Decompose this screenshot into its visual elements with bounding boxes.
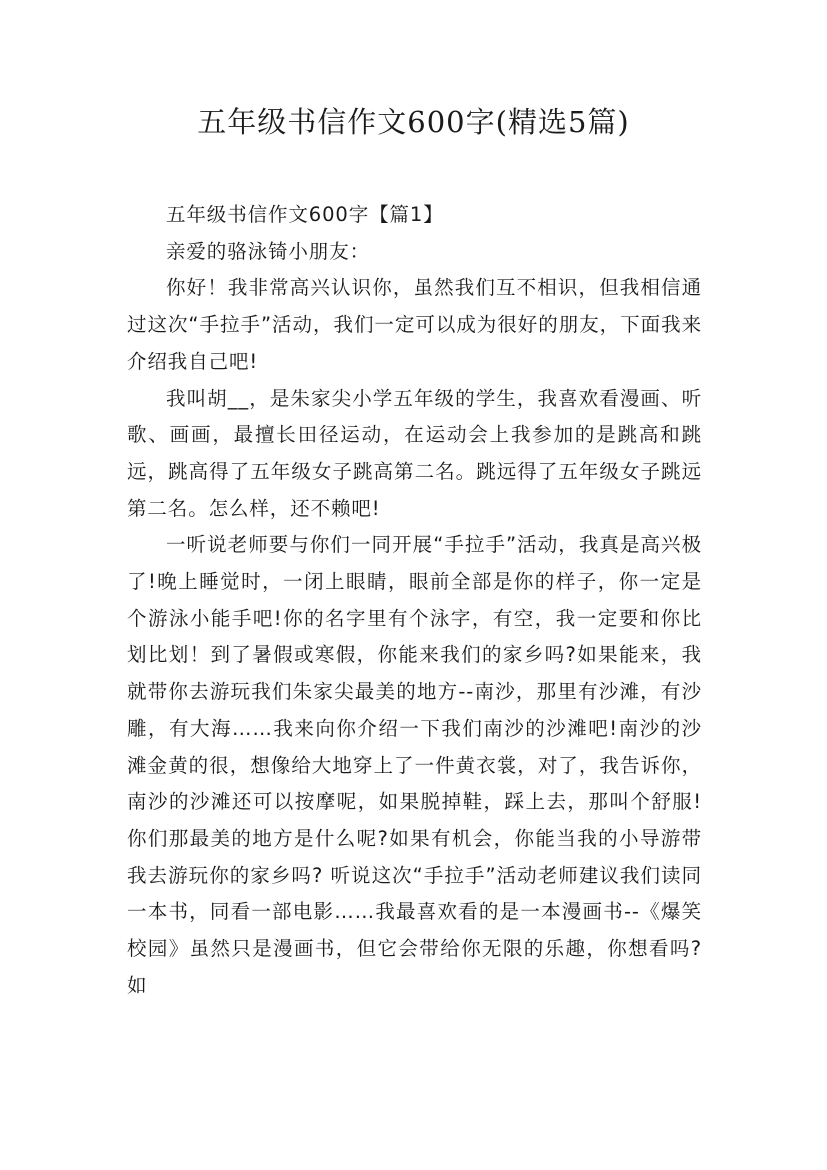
document-body [127, 197, 702, 1004]
section-heading: 五年级书信作文600字【篇1】 [166, 203, 444, 226]
body-paragraph: 一听说老师要与你们一同开展“手拉手”活动，我真是高兴极了!晚上睡觉时，一闭上眼睛，眼前全部是你的样子，你一定是个游泳小能手吧!你的名字里有个泳字，有空，我一定要和你比划比划！到了暑假或寒假，你能来我们的家乡吗?如果能来，我就带你去游玩我们朱家尖最美的地方--南沙，那里有沙滩，有沙雕，有大海……我来向你介绍一下我们南沙的沙滩吧!南沙的沙滩金黄的很，想像给大地穿上了一件黄衣裳，对了，我告诉你，南沙的沙滩还可以按摩呢，如果脱掉鞋，踩上去，那叫个舒服!你们那最美的地方是什么呢?如果有机会，你能当我的小导游带我去游玩你的家乡吗? 听说这次“手拉手”活动老师建议我们读同一本书，同看一部电影……我最喜欢看的是一本漫画书--《爆笑校园》虽然只是漫画书，但它会带给你无限的乐趣，你想看吗?如 [127, 533, 702, 997]
body-paragraph: 我叫胡__，是朱家尖小学五年级的学生，我喜欢看漫画、听歌、画画，最擅长田径运动，在运动会上我参加的是跳高和跳远，跳高得了五年级女子跳高第二名。跳远得了五年级女子跳远第二名。怎么样，还不赖吧! [127, 386, 702, 520]
body-paragraph: 你好！我非常高兴认识你，虽然我们互不相识，但我相信通过这次“手拉手”活动，我们一定可以成为很好的朋友，下面我来介绍我自己吧! [127, 276, 702, 373]
letter-greeting: 亲爱的骆泳锜小朋友： [166, 239, 371, 263]
document-title: 五年级书信作文600字(精选5篇) [197, 105, 630, 139]
